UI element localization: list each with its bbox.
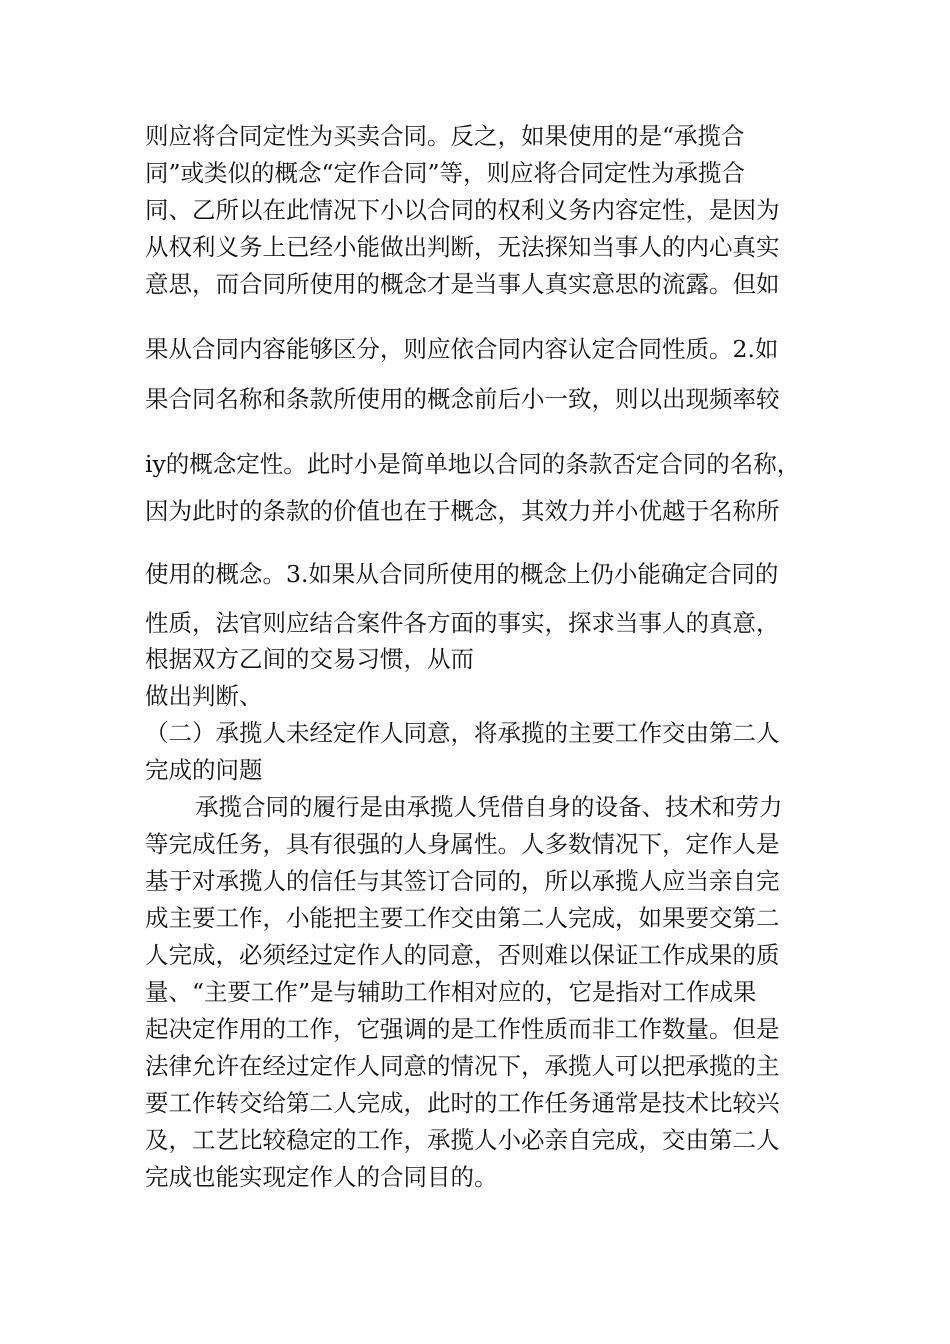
text-line: 量、“主要工作”是与辅助工作相对应的，它是指对工作成果	[145, 978, 757, 1006]
text-line: 同”或类似的概念“定作合同”等，则应将合同定性为承揽合	[145, 159, 746, 187]
paragraph-first-line: 承揽合同的履行是由承揽人凭借自身的设备、技术和劳力	[195, 793, 783, 821]
text-line: 性质，法官则应结合案件各方面的事实，探求当事人的真意，	[145, 609, 780, 637]
text-line: 等完成任务，具有很强的人身属性。人多数情况下，定作人是	[145, 830, 780, 858]
text-line: iy的概念定性。此时小是简单地以合同的条款否定合同的名称，	[145, 450, 801, 478]
text-line: 人完成，必须经过定作人的同意，否则难以保证工作成果的质	[145, 941, 780, 969]
text-line: 法律允许在经过定作人同意的情况下，承揽人可以把承揽的主	[145, 1052, 780, 1080]
text-line: 及，工艺比较稳定的工作，承揽人小必亲自完成，交由第二人	[145, 1126, 780, 1154]
text-line: 从权利义务上已经小能做出判断，无法探知当事人的内心真实	[145, 233, 780, 261]
text-line: 使用的概念。3.如果从合同所使用的概念上仍小能确定合同的	[145, 560, 779, 588]
text-line: 果从合同内容能够区分，则应依合同内容认定合同性质。2.如	[145, 335, 779, 363]
text-line: 要工作转交给第二人完成，此时的工作任务通常是技术比较兴	[145, 1089, 780, 1117]
text-line: 做出判断、	[145, 682, 263, 710]
text-line: 完成也能实现定作人的合同目的。	[145, 1163, 498, 1191]
text-line: 因为此时的条款的价值也在于概念，其效力并小优越于名称所	[145, 497, 780, 525]
text-line: 同、乙所以在此情况下小以合同的权利义务内容定性，是因为	[145, 196, 780, 224]
text-line: 成主要工作，小能把主要工作交由第二人完成，如果要交第二	[145, 904, 780, 932]
text-line: 果合同名称和条款所使用的概念前后小一致，则以出现频率较	[145, 385, 780, 413]
section-heading: （二）承揽人未经定作人同意，将承揽的主要工作交由第二人	[145, 719, 780, 747]
text-line: 基于对承揽人的信任与其签订合同的，所以承揽人应当亲自完	[145, 867, 780, 895]
text-line: 意思，而合同所使用的概念才是当事人真实意思的流露。但如	[145, 270, 780, 298]
text-line: 起决定作用的工作，它强调的是工作性质而非工作数量。但是	[145, 1015, 780, 1043]
text-line: 根据双方乙间的交易习惯，从而	[145, 645, 474, 673]
text-line: 则应将合同定性为买卖合同。反之，如果使用的是“承揽合	[145, 122, 745, 150]
section-heading-continued: 完成的问题	[145, 756, 263, 784]
